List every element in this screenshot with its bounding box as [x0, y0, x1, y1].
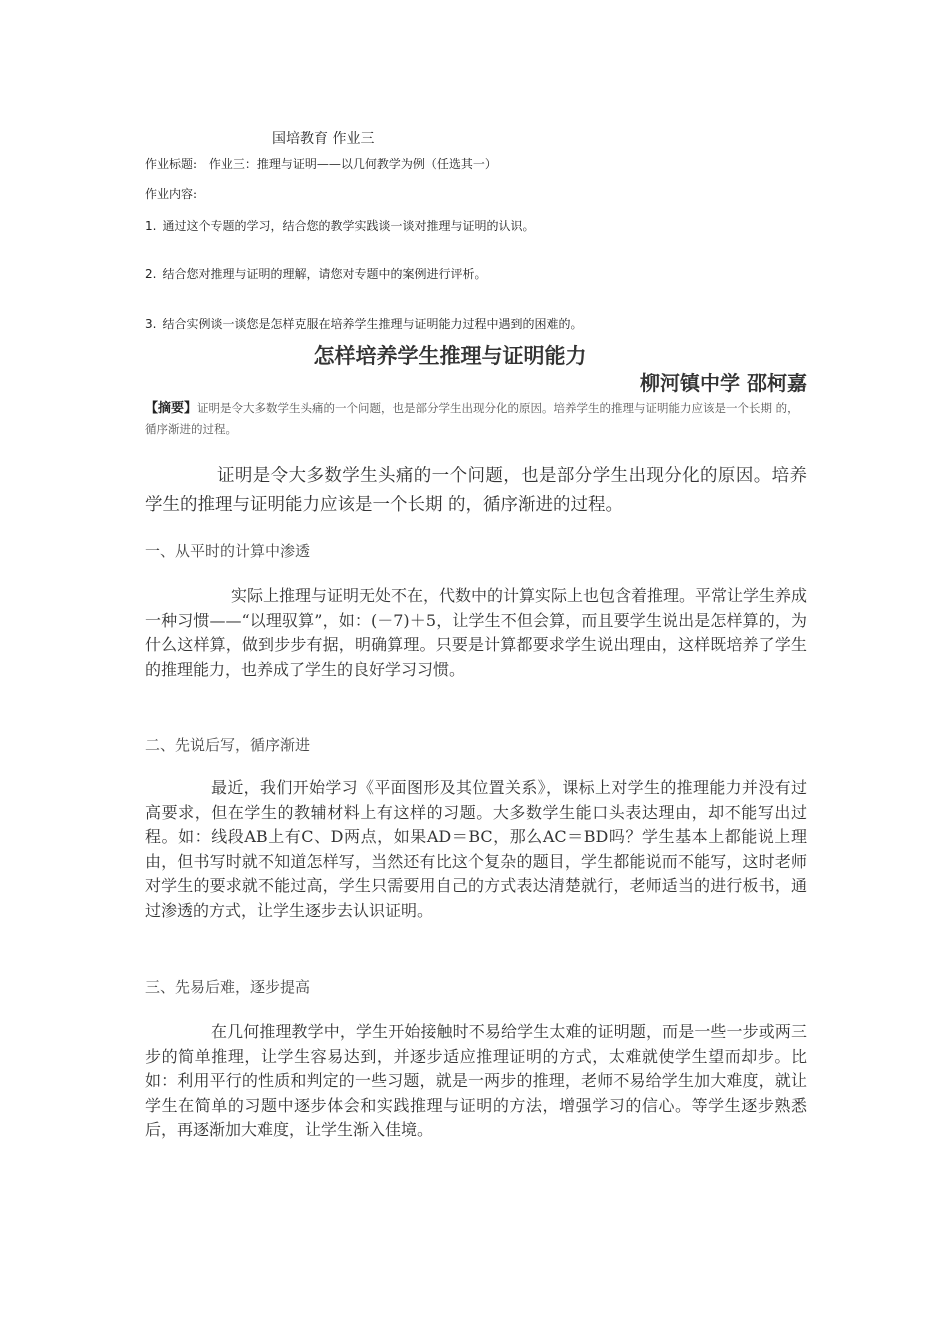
- question-text: 结合您对推理与证明的理解，请您对专题中的案例进行评析。: [162, 267, 487, 281]
- section-heading: 一、从平时的计算中渗透: [145, 542, 311, 560]
- question-number: 2.: [145, 267, 157, 281]
- article-intro-paragraph: 证明是令大多数学生头痛的一个问题，也是部分学生出现分化的原因。培养学生的推理与证明能力应该是一个长期 的，循序渐进的过程。: [145, 466, 807, 515]
- subject-value: 作业三：推理与证明——以几何教学为例（任选其一）: [208, 157, 497, 171]
- abstract-text: 证明是令大多数学生头痛的一个问题，也是部分学生出现分化的原因。培养学生的推理与证明能力应该是一个长期 的，循序渐进的过程。: [145, 401, 799, 436]
- article-author: 柳河镇中学 邵柯嘉: [640, 371, 807, 395]
- question-number: 1.: [145, 219, 157, 233]
- subject-label: 作业标题:: [145, 157, 198, 171]
- section-paragraph: 实际上推理与证明无处不在，代数中的计算实际上也包含着推理。平常让学生养成一种习惯——“以理驭算”，如：(－7)＋5，让学生不但会算，而且要学生说出是怎样算的，为什么这样算，做到步步有据，明确算理。只要是计算都要求学生说出理由，这样既培养了学生的推理能力，也养成了学生的良好学习习惯。: [145, 586, 808, 679]
- section-heading: 三、先易后难，逐步提高: [145, 978, 311, 996]
- document-header-title: 国培教育 作业三: [272, 131, 375, 147]
- question-item: [145, 316, 807, 332]
- question-item: [145, 218, 807, 234]
- article-title: 怎样培养学生推理与证明能力: [313, 344, 587, 368]
- question-text: 通过这个专题的学习，结合您的教学实践谈一谈对推理与证明的认识。: [162, 219, 535, 233]
- assignment-subject: [145, 156, 807, 172]
- abstract-tag: 【摘要】: [145, 401, 198, 416]
- section-paragraph: 最近，我们开始学习《平面图形及其位置关系》，课标上对学生的推理能力并没有过高要求，但在学生的教辅材料上有这样的习题。大多数学生能口头表达理由，却不能写出过程。如：线段AB上有C、D两点，如果AD＝BC，那么AC＝BD吗？学生基本上都能说上理由，但书写时就不知道怎样写，当然还有比这个复杂的题目，学生都能说而不能写，这时老师对学生的要求就不能过高，学生只需要用自己的方式表达清楚就行，老师适当的进行板书，通过渗透的方式，让学生逐步去认识证明。: [145, 778, 807, 920]
- question-item: [145, 266, 807, 282]
- question-number: 3.: [145, 317, 157, 331]
- assignment-content-label: 作业内容:: [145, 187, 198, 201]
- article-abstract: [145, 398, 807, 439]
- section-paragraph: 在几何推理教学中，学生开始接触时不易给学生太难的证明题，而是一些一步或两三步的简单推理，让学生容易达到，并逐步适应推理证明的方式，太难就使学生望而却步。比如：利用平行的性质和判定的一些习题，就是一两步的推理，老师不易给学生加大难度，就让学生在简单的习题中逐步体会和实践推理与证明的方法，增强学习的信心。等学生逐步熟悉后，再逐渐加大难度，让学生渐入佳境。: [145, 1022, 807, 1140]
- section-heading: 二、先说后写，循序渐进: [145, 736, 311, 754]
- question-text: 结合实例谈一谈您是怎样克服在培养学生推理与证明能力过程中遇到的困难的。: [162, 317, 583, 331]
